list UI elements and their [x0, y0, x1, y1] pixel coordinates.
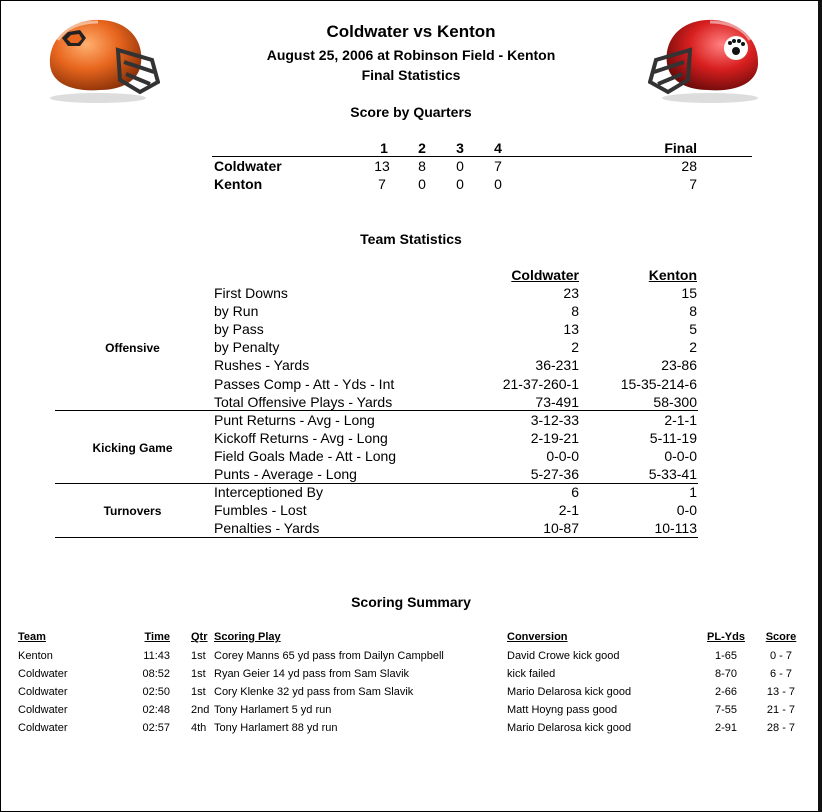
- stat-label: Punts - Average - Long: [214, 466, 357, 482]
- scoring-header-score: Score: [765, 631, 797, 643]
- stats-subtitle: Final Statistics: [361, 67, 461, 83]
- scoring-header-time: Time: [144, 631, 170, 643]
- scoring-pl-yds: 8-70: [714, 668, 738, 680]
- scoring-qtr: 1st: [191, 686, 206, 698]
- stat-label: by Pass: [214, 321, 264, 338]
- scoring-team: Coldwater: [18, 686, 68, 698]
- scoring-play: Ryan Geier 14 yd pass from Sam Slavik: [214, 668, 410, 680]
- stat-label: by Penalty: [214, 339, 280, 356]
- stat-value-kenton: 23-86: [661, 357, 697, 374]
- stat-label: Rushes - Yards: [214, 357, 310, 374]
- quarters-coldwater-final: 28: [681, 158, 697, 174]
- scoring-header-pl-yds: PL-Yds: [707, 631, 745, 643]
- quarters-kenton-final: 7: [689, 176, 697, 192]
- quarters-coldwater-q2: 8: [418, 158, 426, 174]
- scoring-play: Tony Harlamert 5 yd run: [214, 704, 332, 716]
- quarters-kenton-q1: 7: [378, 176, 386, 192]
- stat-value-kenton: 0-0: [676, 502, 697, 519]
- scoring-header-play: Scoring Play: [214, 631, 281, 643]
- scoring-time: 08:52: [142, 668, 170, 680]
- scoring-pl-yds: 2-66: [714, 686, 738, 698]
- scoring-time: 02:50: [142, 686, 170, 698]
- quarters-coldwater-q4: 7: [494, 158, 502, 174]
- scoring-team: Coldwater: [18, 668, 68, 680]
- stat-value-coldwater: 3-12-33: [530, 411, 579, 428]
- scoring-time: 02:57: [142, 722, 170, 734]
- scoring-score: 6 - 7: [769, 668, 792, 680]
- scoring-pl-yds: 1-65: [714, 650, 738, 662]
- stat-value-coldwater: 23: [563, 285, 579, 301]
- scoring-time: 11:43: [143, 650, 170, 662]
- scoring-qtr: 4th: [191, 722, 207, 734]
- scoring-score: 21 - 7: [766, 704, 796, 716]
- stat-label: Fumbles - Lost: [214, 502, 307, 519]
- stat-value-coldwater: 6: [571, 484, 579, 501]
- team-stats-col-kenton: Kenton: [648, 267, 697, 283]
- stat-label: Total Offensive Plays - Yards: [214, 393, 393, 410]
- quarters-kenton-q2: 0: [418, 176, 426, 192]
- stat-value-coldwater: 73-491: [535, 393, 579, 410]
- quarter-header-3: 3: [456, 140, 464, 156]
- stat-value-kenton: 10-113: [654, 520, 697, 537]
- stat-label: First Downs: [214, 285, 288, 301]
- stat-value-kenton: 15-35-214-6: [620, 375, 697, 392]
- quarters-team-kenton: Kenton: [214, 176, 263, 192]
- stat-value-kenton: 8: [689, 303, 697, 320]
- stat-value-coldwater: 36-231: [535, 357, 579, 374]
- stat-group-name: Turnovers: [103, 504, 162, 519]
- scoring-pl-yds: 2-91: [714, 722, 738, 734]
- stat-label: Penalties - Yards: [214, 520, 320, 537]
- scoring-play: Cory Klenke 32 yd pass from Sam Slavik: [214, 686, 414, 698]
- scoring-conversion: Matt Hoyng pass good: [507, 704, 618, 716]
- scoring-team: Kenton: [18, 650, 53, 662]
- stat-value-kenton: 0-0-0: [664, 447, 697, 464]
- stat-value-coldwater: 2-19-21: [530, 429, 579, 446]
- stat-label: Passes Comp - Att - Yds - Int: [214, 375, 395, 392]
- team-stats-title: Team Statistics: [360, 231, 462, 247]
- stat-label: Field Goals Made - Att - Long: [214, 447, 397, 464]
- quarter-header-1: 1: [380, 140, 388, 156]
- scoring-qtr: 2nd: [191, 704, 210, 716]
- quarter-header-4: 4: [494, 140, 502, 156]
- quarter-header-2: 2: [418, 140, 426, 156]
- stat-value-coldwater: 2: [571, 339, 579, 356]
- stat-value-coldwater: 8: [571, 303, 579, 320]
- quarters-kenton-q4: 0: [494, 176, 502, 192]
- quarters-coldwater-q3: 0: [456, 158, 464, 174]
- scoring-conversion: David Crowe kick good: [507, 650, 620, 662]
- scoring-time: 02:48: [142, 704, 170, 716]
- stat-value-kenton: 5: [689, 321, 697, 338]
- stat-value-coldwater: 10-87: [543, 520, 579, 537]
- scoring-qtr: 1st: [191, 650, 206, 662]
- scoring-summary-title: Scoring Summary: [351, 594, 471, 610]
- stat-value-kenton: 2: [689, 339, 697, 356]
- scoring-header-qtr: Qtr: [191, 631, 208, 643]
- page-title: Coldwater vs Kenton: [326, 22, 496, 41]
- scoring-score: 13 - 7: [766, 686, 796, 698]
- stat-value-kenton: 5-33-41: [648, 466, 697, 482]
- quarters-kenton-q3: 0: [456, 176, 464, 192]
- stat-value-coldwater: 0-0-0: [546, 447, 579, 464]
- quarter-header-final: Final: [664, 140, 697, 156]
- scoring-conversion: Mario Delarosa kick good: [507, 686, 632, 698]
- scoring-score: 28 - 7: [766, 722, 796, 734]
- scoring-conversion: kick failed: [507, 668, 556, 680]
- stat-value-coldwater: 5-27-36: [530, 466, 579, 482]
- game-date-location: August 25, 2006 at Robinson Field - Kenton: [266, 47, 556, 63]
- stat-value-coldwater: 13: [563, 321, 579, 338]
- scoring-header-team: Team: [18, 631, 46, 643]
- quarters-team-coldwater: Coldwater: [214, 158, 282, 174]
- scoring-team: Coldwater: [18, 704, 68, 716]
- scoring-play: Tony Harlamert 88 yd run: [214, 722, 338, 734]
- scoring-score: 0 - 7: [769, 650, 792, 662]
- stat-label: Punt Returns - Avg - Long: [214, 411, 375, 428]
- stat-group-name: Offensive: [105, 341, 160, 356]
- scoring-qtr: 1st: [191, 668, 206, 680]
- stat-label: by Run: [214, 303, 259, 320]
- stat-value-kenton: 1: [689, 484, 697, 501]
- quarters-coldwater-q1: 13: [374, 158, 390, 174]
- stat-label: Interceptioned By: [214, 484, 323, 501]
- quarters-header-rule: [212, 156, 752, 157]
- stat-group-divider: [55, 537, 698, 538]
- scoring-team: Coldwater: [18, 722, 68, 734]
- stat-value-kenton: 15: [681, 285, 697, 301]
- stat-value-kenton: 58-300: [653, 393, 697, 410]
- stat-value-kenton: 2-1-1: [664, 411, 697, 428]
- scoring-header-conversion: Conversion: [507, 631, 568, 643]
- scoring-play: Corey Manns 65 yd pass from Dailyn Campbell: [214, 650, 444, 662]
- stat-value-coldwater: 2-1: [558, 502, 579, 519]
- stat-group-name: Kicking Game: [92, 440, 173, 455]
- team-stats-col-coldwater: Coldwater: [511, 267, 579, 283]
- stat-label: Kickoff Returns - Avg - Long: [214, 429, 388, 446]
- quarters-title: Score by Quarters: [350, 104, 472, 120]
- scoring-conversion: Mario Delarosa kick good: [507, 722, 632, 734]
- scoring-pl-yds: 7-55: [714, 704, 738, 716]
- stat-value-kenton: 5-11-19: [649, 429, 697, 446]
- stat-value-coldwater: 21-37-260-1: [502, 375, 579, 392]
